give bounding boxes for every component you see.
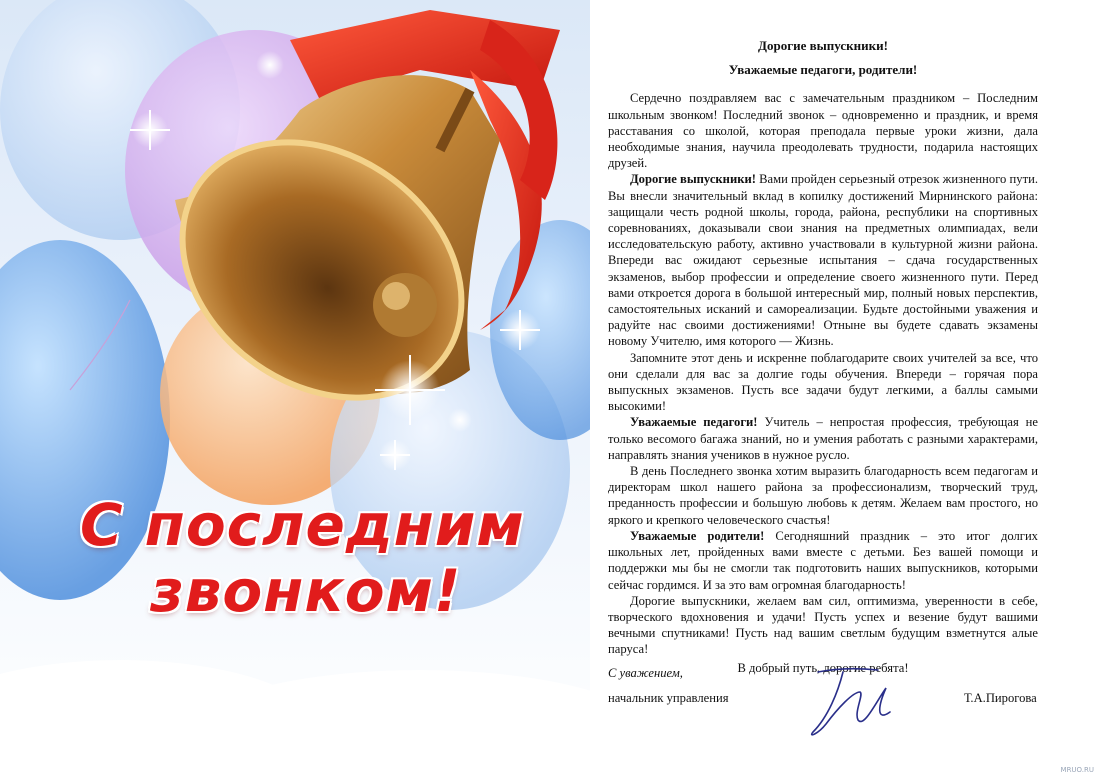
headline <box>70 492 590 624</box>
paragraph-remember: Запомните этот день и искренне поблагодарите своих учителей за все, что они сделали для вас за долгие годы обучения. Впереди – горячая пора выпускных экзаменов. Пусть все задачи будут легкими, а баллы самыми высокими! <box>608 350 1038 414</box>
paragraph-teachers <box>608 414 1038 463</box>
letter-heading-graduates: Дорогие выпускники! <box>758 38 888 53</box>
signature-block <box>608 662 1048 752</box>
paragraph-text: Учитель – непростая профессия, требующая не только весомого багажа знаний, но и умения работать с разными характерами, направлять знания учеников в нужное русло. <box>608 415 1039 462</box>
headline-line-2: звонком! <box>150 557 462 625</box>
paragraph-parents <box>608 528 1038 593</box>
paragraph-text: Вами пройден серьезный отрезок жизненного пути. Вы внесли значительный вклад в копилку достижений Мирнинского района: защищали честь родной школы, города, района, республики на спортивных соревнованиях, доказывали свои знания на предметных олимпиадах, вели исследовательскую работу, активно участвовали в культурной жизни района. Впереди вас ожидают серьезные испытания – сдача государственных экзаменов, выбор профессии и определение своего жизненного пути. Перед вами откроется дорога в большой интересный мир, полный новых перспектив, самостоятельных исканий и самореализации. Будьте достойными уважения и радуйте нас своими достижениями! Отныне вы будете сдавать экзамены новому Учителю, имя которого — Жизнь. <box>608 172 1038 349</box>
farewell-line: В добрый путь, дорогие ребята! <box>737 660 909 675</box>
paragraph-congratulations: Сердечно поздравляем вас с замечательным праздником – Последним школьным звонком! Последний звонок – одновременно и праздник, и время расставания со школой, которая преподала первые уроки жизни, дала необходимые знания, научила преодолевать трудности, подарила настоящих друзей. <box>608 91 1038 171</box>
regards-text: С уважением, <box>608 666 683 680</box>
watermark: MRUO.RU <box>1060 766 1094 774</box>
paragraph-graduates <box>608 171 1038 349</box>
headline-line-1: С последним <box>80 491 525 559</box>
paragraph-gratitude: В день Последнего звонка хотим выразить благодарность всем педагогам и директорам школ нашего района за профессионализм, творческий труд, преданность профессии и большую любовь к детям. Желаем вам простого, но яркого и крепкого человеческого счастья! <box>608 464 1038 527</box>
handwritten-signature <box>798 662 908 742</box>
signer-position: начальник управления <box>608 691 729 705</box>
paragraph-lead: Уважаемые педагоги! <box>630 415 758 430</box>
letter-heading-teachers-parents: Уважаемые педагоги, родители! <box>728 62 918 78</box>
greeting-letter <box>608 38 1038 676</box>
signer-name: Т.А.Пирогова <box>964 691 1037 705</box>
paragraph-lead: Уважаемые родители! <box>630 528 765 543</box>
paragraph-text: Сегодняшний праздник – это итог долгих школьных лет, пройденных вами вместе с детьми. Без вашей помощи и поддержки мы бы не смогли так подготовить наших выпускников, которыми сейчас гордимся. И за это вам огромная благодарность! <box>608 528 1038 592</box>
paragraph-wishes: Дорогие выпускники, желаем вам сил, оптимизма, уверенности в себе, творческого вдохновения и удачи! Пусть успех и везение будут вашими вечными спутниками! Пусть над вашим светлым будущим взметнутся алые паруса! <box>608 593 1038 657</box>
paragraph-lead: Дорогие выпускники! <box>630 172 756 187</box>
